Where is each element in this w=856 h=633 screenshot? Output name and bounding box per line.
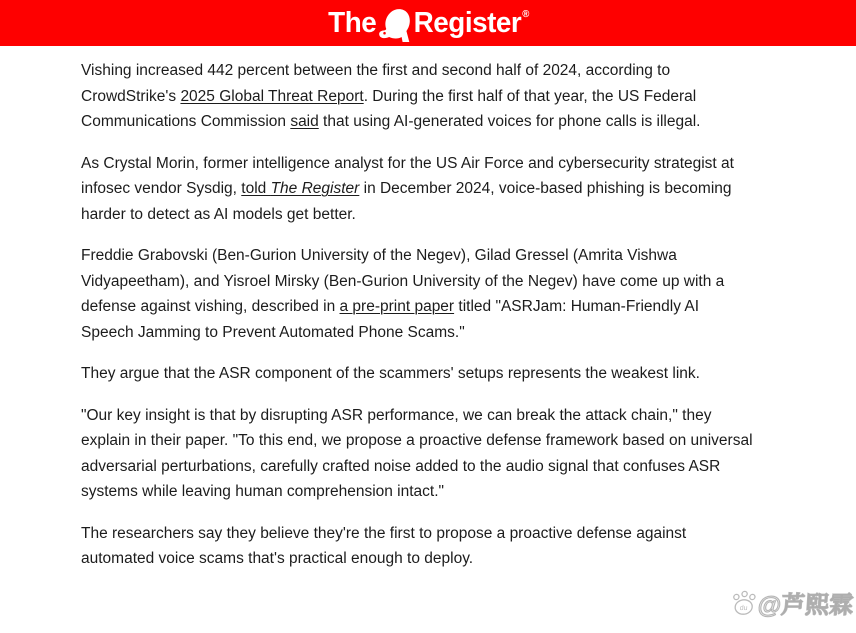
paragraph-text: . During the first half of that year, the US Federal Communications Commission: [81, 87, 697, 130]
the-register-logo[interactable]: [328, 3, 529, 43]
paragraph-text: They argue that the ASR component of the scammers' setups represents the weakest link.: [81, 365, 700, 382]
logo-text-register: Register: [413, 6, 521, 39]
inline-link[interactable]: told: [241, 180, 271, 197]
paw-du-label: du: [739, 604, 748, 612]
paragraph-text: The researchers say they believe they're the first to propose a proactive defense against automated voice scams that's practical enough to deploy.: [81, 524, 687, 567]
article-paragraph: [81, 403, 753, 505]
paragraph-text: in December 2024, voice-based phishing is becoming harder to detect as AI models get better.: [81, 180, 732, 223]
registered-trademark-symbol: ®: [521, 8, 529, 20]
article-paragraph: [81, 521, 753, 572]
inline-link[interactable]: said: [290, 113, 319, 130]
article-body: [81, 46, 753, 572]
watermark-handle: @芦熙霖: [756, 592, 854, 619]
inline-link[interactable]: The Register: [270, 180, 360, 197]
paw-print-icon: [730, 590, 758, 616]
article-paragraph: [81, 361, 753, 387]
watermark: [729, 585, 854, 620]
logo-text-the: The: [327, 6, 376, 39]
paragraph-text: Freddie Grabovski (Ben-Gurion University of the Negev), Gilad Gressel (Amrita Vishwa Vidyapeetham), and Yisroel Mirsky (Ben-Gurion University of the Negev) have come up with a defense against vishing, described in: [81, 247, 725, 315]
article-paragraph: [81, 243, 753, 345]
paragraph-text: As Crystal Morin, former intelligence analyst for the US Air Force and cybersecurity strategist at infosec vendor Sysdig,: [81, 154, 734, 197]
masthead: [0, 0, 856, 46]
paragraph-text: titled "ASRJam: Human-Friendly AI Speech Jamming to Prevent Automated Phone Scams.": [81, 298, 700, 341]
inline-link[interactable]: a pre-print paper: [339, 298, 455, 315]
paragraph-text: "Our key insight is that by disrupting ASR performance, we can break the attack chain," they explain in their paper. "To this end, we propose a proactive defense framework based on universal adversarial perturbations, carefully crafted noise added to the audio signal that confuses ASR systems while leaving human comprehension intact.": [81, 406, 753, 500]
paragraph-text: Vishing increased 442 percent between the first and second half of 2024, according to CrowdStrike's: [81, 62, 671, 105]
article-paragraph: [81, 151, 753, 228]
inline-link[interactable]: 2025 Global Threat Report: [180, 87, 364, 105]
article-paragraph: [81, 58, 753, 135]
paragraph-text: that using AI-generated voices for phone calls is illegal.: [318, 113, 701, 130]
vulture-logo-icon: [377, 4, 413, 44]
